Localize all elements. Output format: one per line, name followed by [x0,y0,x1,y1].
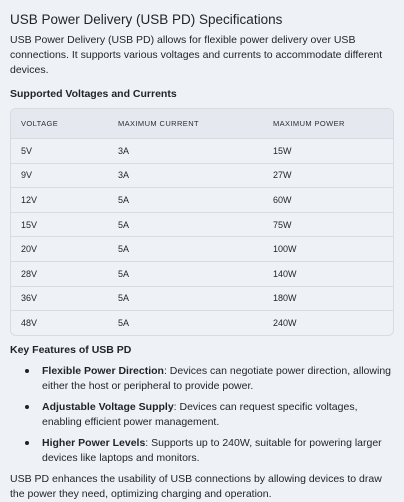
cell-voltage: 12V [11,188,108,213]
cell-current: 5A [108,212,263,237]
cell-voltage: 15V [11,212,108,237]
feature-text: : Devices can request specific voltages, enabling efficient power management. [42,400,358,428]
cell-voltage: 48V [21,317,38,328]
cell-voltage: 20V [11,237,108,262]
cell-power: 15W [263,139,393,164]
column-header-power: MAXIMUM POWER [263,109,393,139]
cell-power: 60W [263,188,393,213]
table-row [11,237,393,262]
cell-current: 3A [108,139,263,164]
cell-power: 75W [263,212,393,237]
cell-voltage: 9V [11,163,108,188]
bullet-icon [25,369,29,373]
cell-current: 5A [108,237,263,262]
column-header-voltage: VOLTAGE [11,109,108,139]
voltage-table-container [10,108,394,336]
feature-name: Adjustable Voltage Supply [42,400,174,413]
cell-power: 100W [263,237,393,262]
cell-voltage: 28V [11,261,108,286]
table-row [11,163,393,188]
voltage-table [11,109,393,335]
table-row [11,139,393,164]
table-row [11,286,393,311]
cell-power: 180W [263,286,393,311]
column-header-current: MAXIMUM CURRENT [108,109,263,139]
cell-power: 240W [273,317,297,328]
table-row [11,188,393,213]
closing-paragraph: USB PD enhances the usability of USB connections by allowing devices to draw the power they need, optimizing charging and operation. [10,472,382,500]
list-item [10,400,394,430]
table-header-row [11,109,393,139]
cell-voltage: 36V [11,286,108,311]
intro-paragraph: USB Power Delivery (USB PD) allows for flexible power delivery over USB connections. It supports various voltages and currents to accommodate different devices. [10,34,383,76]
bullet-icon [25,441,29,445]
cell-voltage: 5V [11,139,108,164]
cell-power: 140W [263,261,393,286]
cell-power: 27W [263,163,393,188]
list-item [10,364,394,394]
features-heading: Key Features of USB PD [10,343,132,356]
features-list [10,364,394,466]
page-title: USB Power Delivery (USB PD) Specifications [10,12,283,27]
feature-name: Higher Power Levels [42,436,146,449]
table-row [11,261,393,286]
cell-current: 3A [108,163,263,188]
table-row [11,311,393,335]
feature-text: : Devices can negotiate power direction, allowing either the host or peripheral to provide power. [42,364,391,392]
table-heading: Supported Voltages and Currents [10,88,177,100]
bullet-icon [25,405,29,409]
cell-current: 5A [108,261,263,286]
cell-current: 5A [108,188,263,213]
feature-name: Flexible Power Direction [42,364,164,377]
feature-text: : Supports up to 240W, suitable for powering larger devices like laptops and monitors. [42,436,382,464]
list-item [10,436,394,466]
table-row [11,212,393,237]
cell-current: 5A [118,317,130,328]
cell-current: 5A [108,286,263,311]
